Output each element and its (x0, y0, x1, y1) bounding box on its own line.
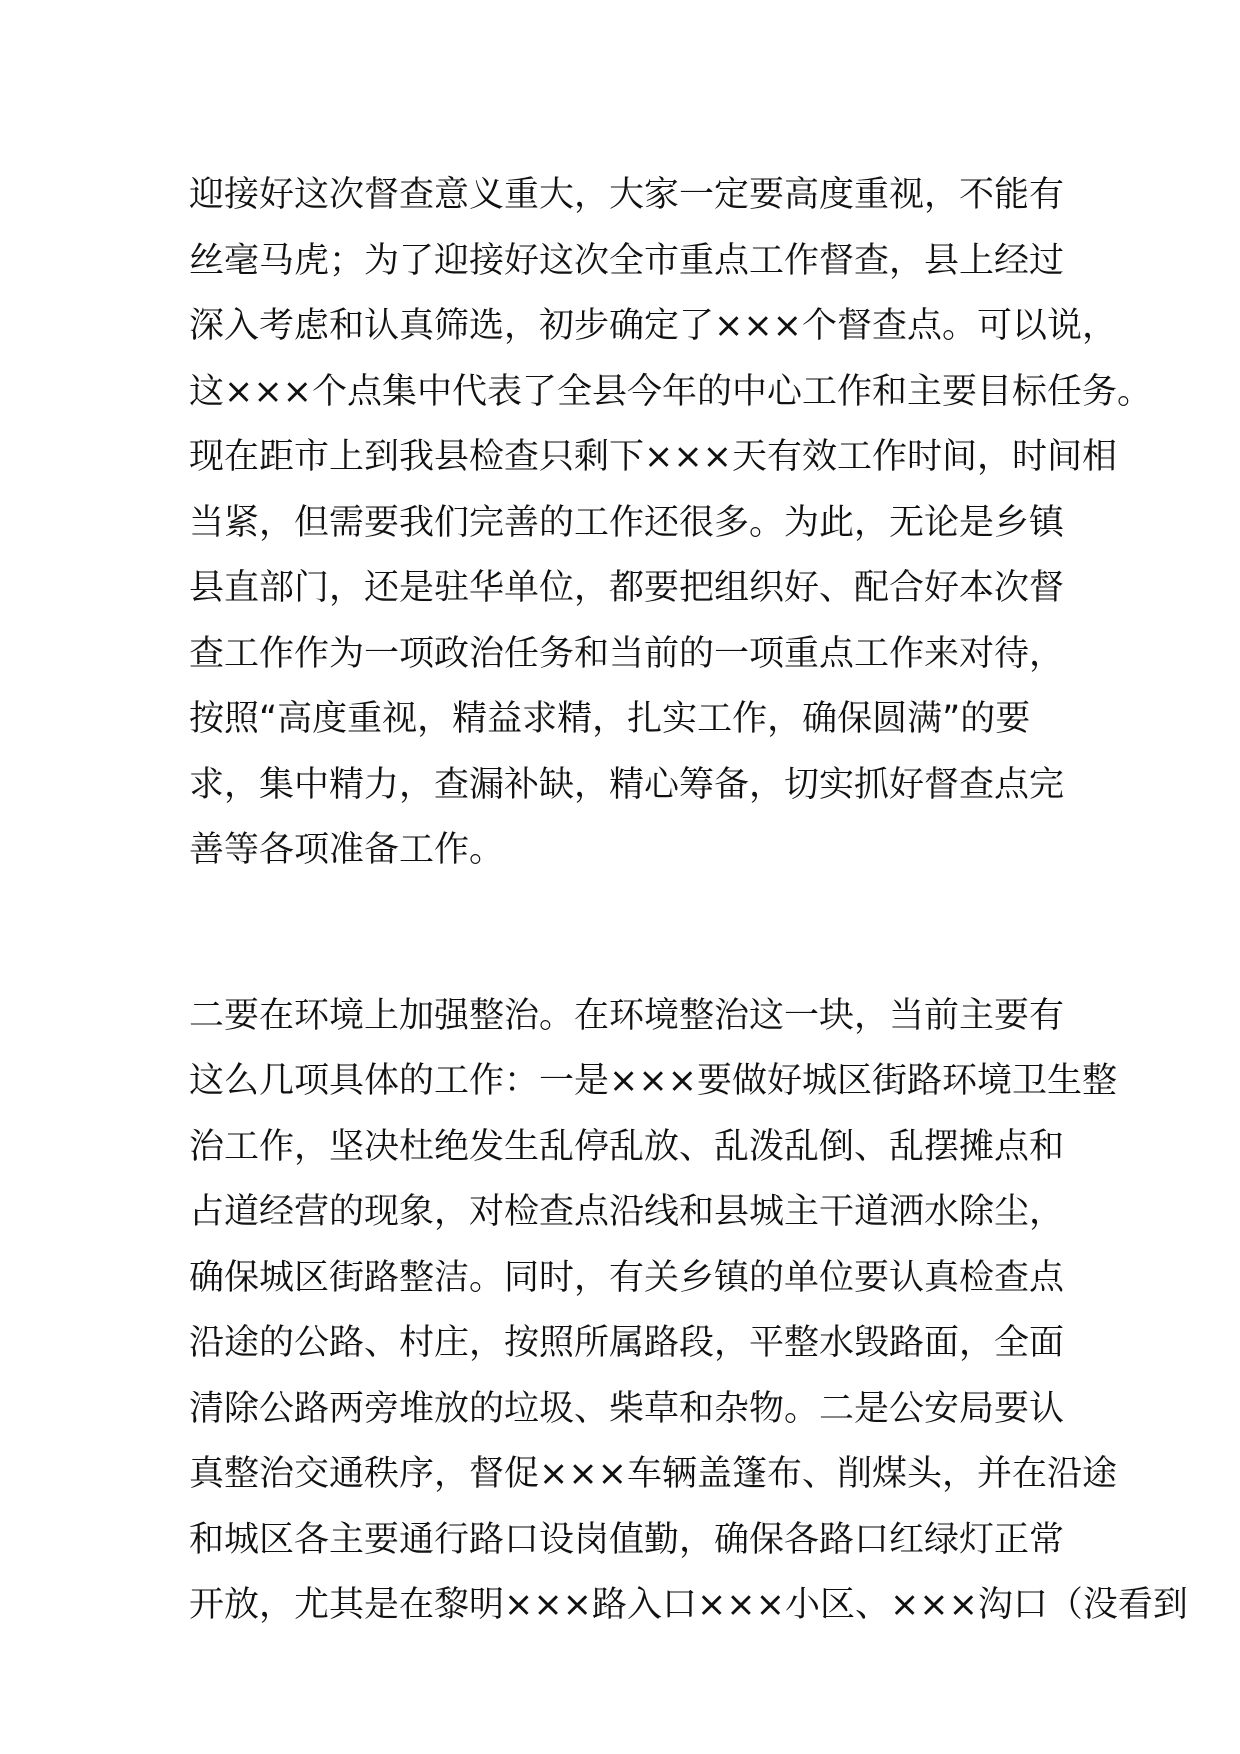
text-line: 现在距市上到我县检查只剩下×××天有效工作时间，时间相 (189, 437, 1117, 477)
text-line: 占道经营的现象，对检查点沿线和县城主干道洒水除尘， (189, 1192, 1065, 1232)
text-line: 迎接好这次督查意义重大，大家一定要高度重视，不能有 (189, 175, 1065, 215)
paragraph-1 (189, 163, 1152, 884)
text-line: 当紧，但需要我们完善的工作还很多。为此，无论是乡镇 (189, 502, 1065, 543)
text-line: 查工作作为一项政治任务和当前的一项重点工作来对待， (189, 633, 1065, 674)
text-line: 治工作，坚决杜绝发生乱停乱放、乱泼乱倒、乱摆摊点和 (189, 1126, 1065, 1167)
text-line: 确保城区街路整洁。同时，有关乡镇的单位要认真检查点 (189, 1257, 1065, 1298)
text-line: 这×××个点集中代表了全县今年的中心工作和主要目标任务。 (189, 371, 1152, 412)
text-line: 县直部门，还是驻华单位，都要把组织好、配合好本次督 (189, 568, 1065, 608)
text-line: 清除公路两旁堆放的垃圾、柴草和杂物。二是公安局要认 (189, 1388, 1065, 1429)
document-body (189, 163, 1188, 1639)
text-line: 深入考虑和认真筛选，初步确定了×××个督查点。可以说， (189, 306, 1117, 346)
text-line: 求，集中精力，查漏补缺，精心筹备，切实抓好督查点完 (189, 764, 1065, 805)
text-line: 开放，尤其是在黎明×××路入口×××小区、×××沟口（没看到 (189, 1585, 1188, 1625)
text-line: 善等各项准备工作。 (189, 830, 505, 870)
text-line: 沿途的公路、村庄，按照所属路段，平整水毁路面，全面 (189, 1323, 1065, 1363)
text-line: 和城区各主要通行路口设岗值勤，确保各路口红绿灯正常 (189, 1519, 1065, 1560)
paragraph-spacer (189, 884, 1059, 984)
text-line: 丝毫马虎；为了迎接好这次全市重点工作督查，县上经过 (189, 240, 1065, 281)
text-line: 二要在环境上加强整治。在环境整治这一块，当前主要有 (189, 995, 1065, 1036)
text-line: 这么几项具体的工作：一是×××要做好城区街路环境卫生整 (189, 1061, 1117, 1101)
paragraph-2 (189, 984, 1188, 1639)
text-line: 按照“高度重视，精益求精，扎实工作，确保圆满”的要 (189, 699, 1031, 739)
text-line: 真整治交通秩序，督促×××车辆盖篷布、削煤头，并在沿途 (189, 1454, 1117, 1494)
